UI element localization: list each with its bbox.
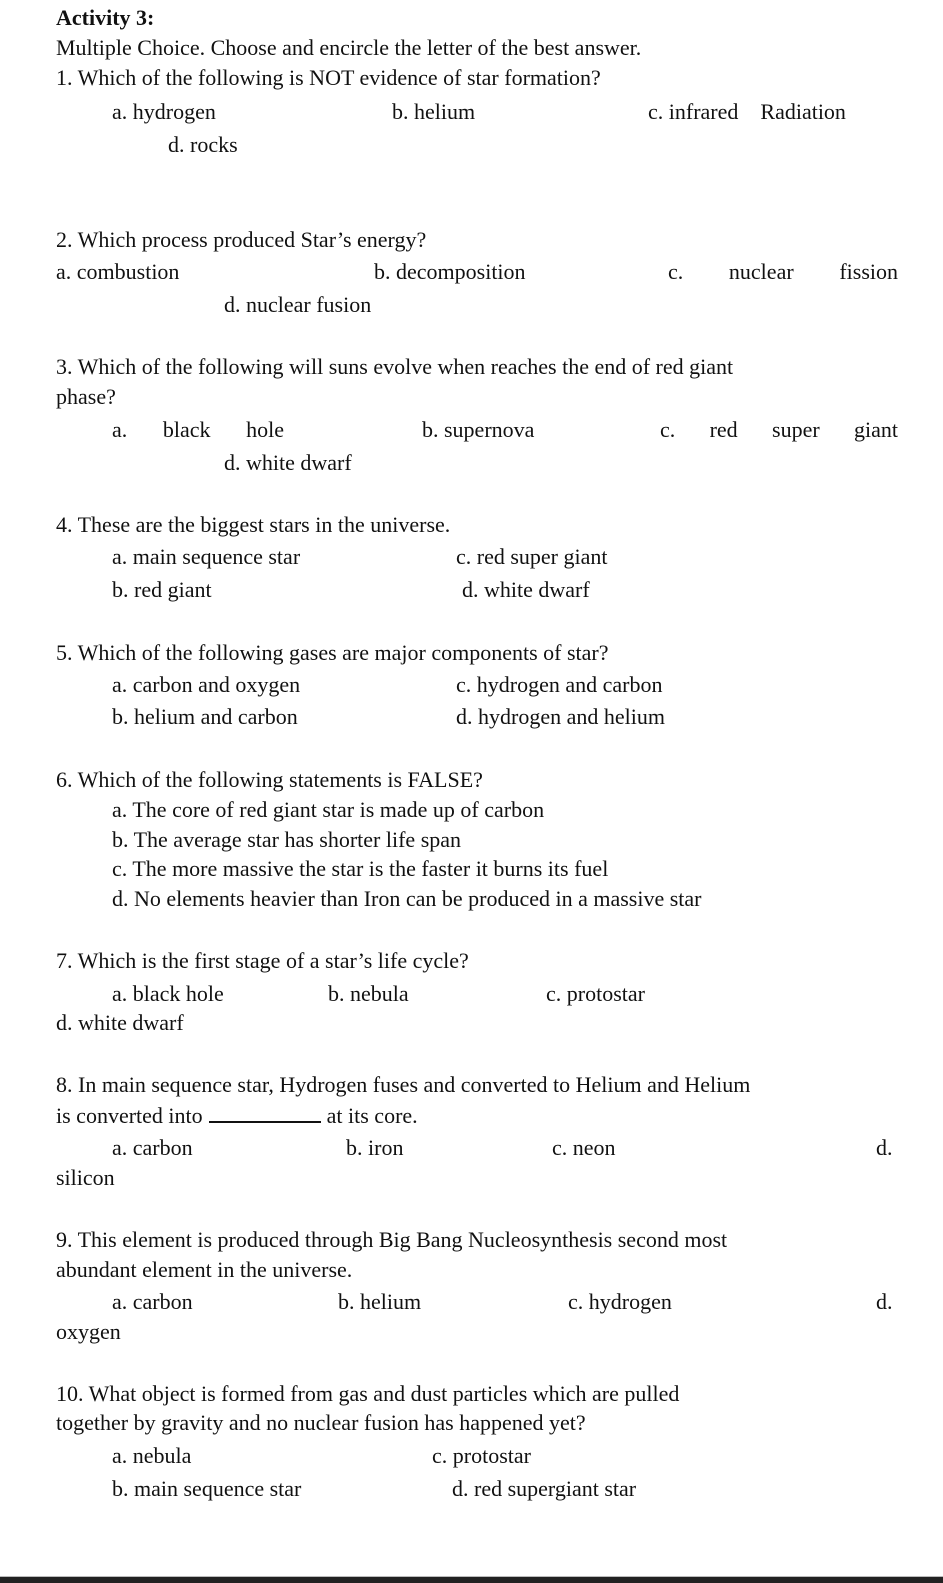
- question-text: Which process produced Star’s energy?: [77, 227, 427, 252]
- question-number: 10.: [56, 1381, 84, 1406]
- choice-10c[interactable]: c. protostar: [432, 1443, 531, 1468]
- choice-6b[interactable]: b. The average star has shorter life span: [112, 827, 462, 852]
- question-text: Which of the following statements is FALSE?: [77, 767, 483, 792]
- choice-7b[interactable]: b. nebula: [328, 981, 409, 1006]
- choice-3a[interactable]: a. black hole: [112, 417, 284, 442]
- choice-3b[interactable]: b. supernova: [422, 417, 535, 442]
- question-9-cont: abundant element in the universe.: [56, 1257, 353, 1282]
- choice-3d[interactable]: d. white dwarf: [224, 450, 352, 475]
- choice-8c[interactable]: c. neon: [552, 1135, 616, 1160]
- choice-1c[interactable]: c. infrared Radiation: [648, 99, 846, 124]
- instructions: Multiple Choice. Choose and encircle the letter of the best answer.: [56, 35, 642, 60]
- choice-10a[interactable]: a. nebula: [112, 1443, 192, 1468]
- choice-5a[interactable]: a. carbon and oxygen: [112, 672, 301, 697]
- question-text: Which of the following is NOT evidence of star formation?: [77, 65, 601, 90]
- answer-blank: [209, 1101, 321, 1123]
- choice-9b[interactable]: b. helium: [338, 1289, 422, 1314]
- choice-4c[interactable]: c. red super giant: [456, 544, 608, 569]
- question-number: 7.: [56, 948, 73, 973]
- choice-9d[interactable]: oxygen: [56, 1319, 121, 1344]
- question-number: 9.: [56, 1227, 73, 1252]
- choice-7a[interactable]: a. black hole: [112, 981, 224, 1006]
- question-text: In main sequence star, Hydrogen fuses and converted to Helium and Helium: [78, 1072, 751, 1097]
- question-3: [56, 353, 898, 381]
- question-10: [56, 1380, 898, 1408]
- choice-4d[interactable]: d. white dwarf: [462, 577, 590, 602]
- choice-8a[interactable]: a. carbon: [112, 1135, 193, 1160]
- question-5: [56, 639, 609, 667]
- question-number: 6.: [56, 767, 73, 792]
- question-text: These are the biggest stars in the universe.: [77, 512, 451, 537]
- choice-1d[interactable]: d. rocks: [168, 132, 238, 157]
- choice-4b[interactable]: b. red giant: [112, 577, 212, 602]
- question-text: Which of the following gases are major components of star?: [77, 640, 609, 665]
- choice-2c[interactable]: c. nuclear fission: [668, 259, 898, 284]
- choice-6a[interactable]: a. The core of red giant star is made up of carbon: [112, 797, 545, 822]
- choice-9c[interactable]: c. hydrogen: [568, 1289, 672, 1314]
- choice-10b[interactable]: b. main sequence star: [112, 1476, 302, 1501]
- choice-1b[interactable]: b. helium: [392, 99, 476, 124]
- question-text: This element is produced through Big Bang Nucleosynthesis second most: [77, 1227, 728, 1252]
- choice-9a[interactable]: a. carbon: [112, 1289, 193, 1314]
- choice-1a[interactable]: a. hydrogen: [112, 99, 216, 124]
- question-number: 1.: [56, 65, 73, 90]
- choice-5c[interactable]: c. hydrogen and carbon: [456, 672, 663, 697]
- question-9: [56, 1226, 898, 1254]
- activity-title: Activity 3:: [56, 5, 155, 30]
- question-text: What object is formed from gas and dust particles which are pulled: [88, 1381, 680, 1406]
- choice-4a[interactable]: a. main sequence star: [112, 544, 301, 569]
- choice-5d[interactable]: d. hydrogen and helium: [456, 704, 665, 729]
- question-4: [56, 511, 450, 539]
- choice-2b[interactable]: b. decomposition: [374, 259, 526, 284]
- question-number: 8.: [56, 1072, 73, 1097]
- question-text: Which of the following will suns evolve when reaches the end of red giant: [77, 354, 734, 379]
- question-8-cont: is converted into at its core.: [56, 1103, 418, 1128]
- choice-10d[interactable]: d. red supergiant star: [452, 1476, 637, 1501]
- question-7: [56, 947, 469, 975]
- question-8: [56, 1071, 898, 1099]
- choice-8d[interactable]: silicon: [56, 1165, 115, 1190]
- question-6: [56, 766, 483, 794]
- choice-9d-letter[interactable]: d.: [876, 1289, 893, 1314]
- question-number: 5.: [56, 640, 73, 665]
- choice-6c[interactable]: c. The more massive the star is the faster it burns its fuel: [112, 856, 609, 881]
- question-3-cont: phase?: [56, 384, 116, 409]
- choice-8d-letter[interactable]: d.: [876, 1135, 893, 1160]
- choice-7c[interactable]: c. protostar: [546, 981, 645, 1006]
- question-2: [56, 226, 426, 254]
- question-number: 2.: [56, 227, 73, 252]
- choice-7d[interactable]: d. white dwarf: [56, 1010, 184, 1035]
- question-10-cont: together by gravity and no nuclear fusion has happened yet?: [56, 1410, 586, 1435]
- question-number: 4.: [56, 512, 73, 537]
- choice-8b[interactable]: b. iron: [346, 1135, 404, 1160]
- question-1: [56, 64, 601, 92]
- choice-5b[interactable]: b. helium and carbon: [112, 704, 298, 729]
- question-number: 3.: [56, 354, 73, 379]
- choice-2d[interactable]: d. nuclear fusion: [224, 292, 372, 317]
- choice-6d[interactable]: d. No elements heavier than Iron can be produced in a massive star: [112, 886, 702, 911]
- question-text: Which is the first stage of a star’s life cycle?: [77, 948, 469, 973]
- choice-2a[interactable]: a. combustion: [56, 259, 180, 284]
- choice-3c[interactable]: c. red super giant: [660, 417, 898, 442]
